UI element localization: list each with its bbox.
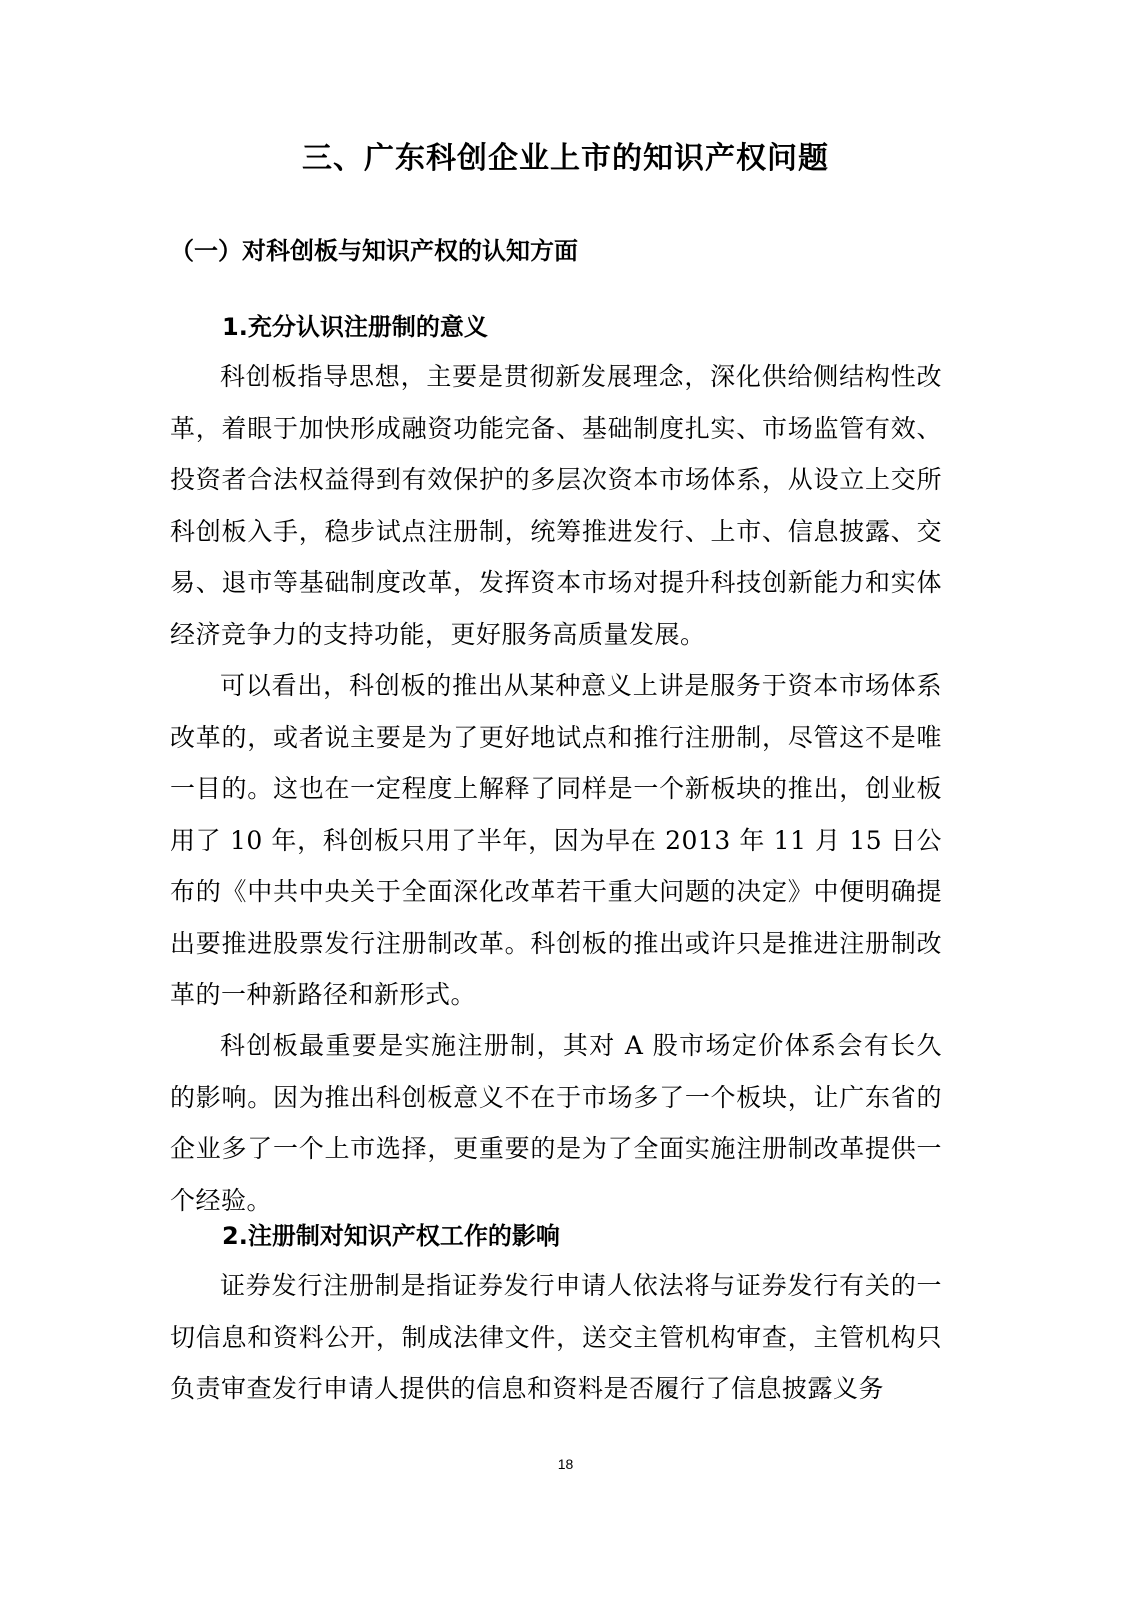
section-heading: （一）对科创板与知识产权的认知方面 [170,237,578,265]
subsection-heading-1: 1.充分认识注册制的意义 [222,313,488,341]
paragraph-3: 科创板最重要是实施注册制，其对 A 股市场定价体系会有长久的影响。因为推出科创板意义不在于市场多了一个板块，让广东省的企业多了一个上市选择，更重要的是为了全面实施注册制改革提供一个经验。 [170,1031,942,1215]
paragraph-1: 科创板指导思想，主要是贯彻新发展理念，深化供给侧结构性改革，着眼于加快形成融资功能完备、基础制度扎实、市场监管有效、投资者合法权益得到有效保护的多层次资本市场体系，从设立上交所科创板入手，稳步试点注册制，统筹推进发行、上市、信息披露、交易、退市等基础制度改革，发挥资本市场对提升科技创新能力和实体经济竞争力的支持功能，更好服务高质量发展。 [170,362,942,649]
paragraph-4: 证券发行注册制是指证券发行申请人依法将与证券发行有关的一切信息和资料公开，制成法律文件，送交主管机构审查，主管机构只负责审查发行申请人提供的信息和资料是否履行了信息披露义务 [170,1271,942,1403]
paragraph-2: 可以看出，科创板的推出从某种意义上讲是服务于资本市场体系改革的，或者说主要是为了更好地试点和推行注册制，尽管这不是唯一目的。这也在一定程度上解释了同样是一个新板块的推出，创业板用了 10 年，科创板只用了半年，因为早在 2013 年 11 月 15 日公布的《中共中央关于全面深化改革若干重大问题的决定》中便明确提出要推进股票发行注册制改革。科创板的推出或许只是推进注册制改革的一种新路径和新形式。 [170,671,942,1009]
subsection-heading-2: 2.注册制对知识产权工作的影响 [222,1222,560,1250]
page-number: 18 [557,1456,574,1472]
chapter-title: 三、广东科创企业上市的知识产权问题 [302,141,829,176]
